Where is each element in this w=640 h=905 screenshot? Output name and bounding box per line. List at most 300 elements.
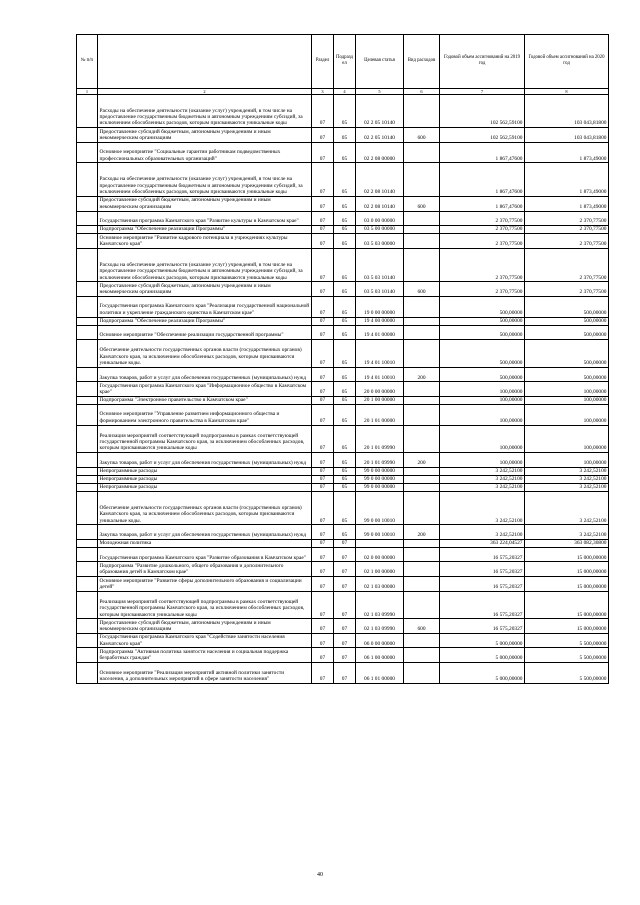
expense-type-code: 600 — [404, 128, 440, 143]
amount-2020: 2 370,77500 — [525, 226, 609, 234]
section-code: 07 — [312, 296, 334, 317]
table-row — [77, 325, 609, 340]
target-article-code: 99 0 00 00000 — [356, 483, 404, 491]
target-article-code: 02 2 08 10140 — [356, 163, 404, 197]
subsection-code: 07 — [334, 648, 356, 663]
amount-2019: 500,00000 — [440, 296, 525, 317]
header-row — [77, 35, 609, 89]
row-number — [77, 491, 98, 525]
amount-2019: 100,00000 — [440, 404, 525, 425]
subsection-code: 05 — [334, 382, 356, 397]
row-number — [77, 425, 98, 453]
section-code: 07 — [312, 483, 334, 491]
expense-type-code — [404, 142, 440, 163]
expense-type-code — [404, 425, 440, 453]
expense-type-code — [404, 325, 440, 340]
expense-name: Государственная программа Камчатского края "Информационное общество в Камчатском крае" — [98, 382, 312, 397]
column-number: 5 — [356, 88, 404, 94]
expense-name: Реализация мероприятий соответствующей подпрограммы в рамках соответствующей государственной программы Камчатского края, за исключением обособленных расходов, которым присваиваются уникальные коды — [98, 425, 312, 453]
expense-name: Непрограммные расходы — [98, 483, 312, 491]
expense-type-code — [404, 467, 440, 475]
section-code: 07 — [312, 163, 334, 197]
table-row — [77, 663, 609, 684]
amount-2019: 500,00000 — [440, 340, 525, 368]
subsection-code: 07 — [334, 562, 356, 577]
column-number: 4 — [334, 88, 356, 94]
amount-2019: 100,00000 — [440, 382, 525, 397]
amount-2019: 3 242,52100 — [440, 491, 525, 525]
section-code: 07 — [312, 226, 334, 234]
amount-2019: 2 370,77500 — [440, 248, 525, 282]
target-article-code: 02 1 00 00000 — [356, 562, 404, 577]
amount-2019: 3 242,52100 — [440, 483, 525, 491]
target-article-code: 20 1 01 09990 — [356, 453, 404, 468]
amount-2020: 363 082,30800 — [525, 539, 609, 547]
row-number — [77, 525, 98, 540]
column-number: 1 — [77, 88, 98, 94]
table-row — [77, 467, 609, 475]
table-row — [77, 382, 609, 397]
amount-2019: 1 867,47600 — [440, 163, 525, 197]
expense-type-code — [404, 248, 440, 282]
expense-type-code — [404, 633, 440, 648]
expense-name: Основное мероприятие "Обеспечение реализации государственной программы" — [98, 325, 312, 340]
header-vr: Вид расходов — [404, 35, 440, 89]
expense-name: Расходы на обеспечение деятельности (оказание услуг) учреждений, в том числе на предоставление государственным бюджетным и автономным учреждениям субсидий, за исключением обособленных расходов, которым присваиваются уникальные коды — [98, 94, 312, 128]
page-number: 40 — [317, 872, 323, 878]
target-article-code: 20 0 00 00000 — [356, 382, 404, 397]
amount-2019: 2 370,77500 — [440, 234, 525, 249]
section-code: 07 — [312, 547, 334, 562]
amount-2020: 5 500,00000 — [525, 648, 609, 663]
expense-type-code — [404, 577, 440, 592]
table-row — [77, 404, 609, 425]
amount-2019: 500,00000 — [440, 317, 525, 325]
subsection-code: 05 — [334, 491, 356, 525]
section-code: 07 — [312, 196, 334, 211]
section-code: 07 — [312, 577, 334, 592]
amount-2019: 16 575,20327 — [440, 562, 525, 577]
expense-type-code: 200 — [404, 525, 440, 540]
expense-name: Непрограммные расходы — [98, 467, 312, 475]
target-article-code: 99 0 00 10010 — [356, 491, 404, 525]
header-razdel: Раздел — [312, 35, 334, 89]
amount-2020: 15 000,00000 — [525, 591, 609, 619]
subsection-code: 05 — [334, 317, 356, 325]
amount-2019: 100,00000 — [440, 425, 525, 453]
row-number — [77, 467, 98, 475]
expense-name: Непрограммные расходы — [98, 475, 312, 483]
table-row — [77, 577, 609, 592]
target-article-code: 02 1 03 09990 — [356, 591, 404, 619]
amount-2019: 5 000,00000 — [440, 633, 525, 648]
row-number — [77, 296, 98, 317]
expense-type-code — [404, 163, 440, 197]
expense-type-code — [404, 226, 440, 234]
amount-2020: 3 242,52100 — [525, 467, 609, 475]
amount-2020: 15 000,00000 — [525, 562, 609, 577]
expense-type-code — [404, 317, 440, 325]
expense-name: Закупка товаров, работ и услуг для обеспечения государственных (муниципальных) нужд — [98, 453, 312, 468]
section-code: 07 — [312, 325, 334, 340]
target-article-code: 02 2 05 10140 — [356, 128, 404, 143]
expense-type-code: 200 — [404, 453, 440, 468]
subsection-code: 05 — [334, 211, 356, 226]
table-row — [77, 296, 609, 317]
row-number — [77, 94, 98, 128]
subsection-code: 05 — [334, 296, 356, 317]
table-row — [77, 547, 609, 562]
table-row — [77, 282, 609, 297]
expense-type-code — [404, 296, 440, 317]
section-code: 07 — [312, 211, 334, 226]
expense-name: Закупка товаров, работ и услуг для обеспечения государственных (муниципальных) нужд — [98, 367, 312, 382]
expense-name: Предоставление субсидий бюджетным, автономным учреждениям и иным некоммерческим организациям — [98, 196, 312, 211]
expense-name: Государственная программа Камчатского края "Содействие занятости населения Камчатского края" — [98, 633, 312, 648]
amount-2019: 3 242,52100 — [440, 525, 525, 540]
target-article-code: 19 4 01 10010 — [356, 367, 404, 382]
amount-2019: 5 000,00000 — [440, 663, 525, 684]
table-row — [77, 94, 609, 128]
expense-type-code — [404, 539, 440, 547]
target-article-code: 06 0 00 00000 — [356, 633, 404, 648]
amount-2019: 1 867,47600 — [440, 196, 525, 211]
amount-2019: 100,00000 — [440, 453, 525, 468]
subsection-code: 05 — [334, 163, 356, 197]
header-num: № п/п — [77, 35, 98, 89]
amount-2020: 3 242,52100 — [525, 475, 609, 483]
target-article-code: 19 4 00 00000 — [356, 317, 404, 325]
section-code: 07 — [312, 591, 334, 619]
column-number: 3 — [312, 88, 334, 94]
expense-name: Предоставление субсидий бюджетным, автономным учреждениям и иным некоммерческим организациям — [98, 282, 312, 297]
amount-2019: 363 224,04527 — [440, 539, 525, 547]
header-podrazdel: Подраздел — [334, 35, 356, 89]
table-row — [77, 648, 609, 663]
amount-2019: 2 370,77500 — [440, 226, 525, 234]
row-number — [77, 340, 98, 368]
expense-name: Основное мероприятие "Социальные гарантии работникам подведомственных профессиональных образовательных организаций" — [98, 142, 312, 163]
amount-2019: 16 575,20327 — [440, 619, 525, 634]
amount-2019: 16 575,20327 — [440, 547, 525, 562]
section-code: 07 — [312, 663, 334, 684]
row-number — [77, 317, 98, 325]
expense-type-code — [404, 211, 440, 226]
row-number — [77, 547, 98, 562]
section-code: 07 — [312, 425, 334, 453]
subsection-code: 05 — [334, 94, 356, 128]
row-number — [77, 562, 98, 577]
expense-name: Закупка товаров, работ и услуг для обеспечения государственных (муниципальных) нужд — [98, 525, 312, 540]
table-row — [77, 619, 609, 634]
amount-2019: 102 562,59100 — [440, 128, 525, 143]
subsection-code: 05 — [334, 425, 356, 453]
amount-2019: 3 242,52100 — [440, 467, 525, 475]
budget-sheet — [76, 34, 608, 684]
table-row — [77, 367, 609, 382]
amount-2019: 100,00000 — [440, 396, 525, 404]
amount-2020: 103 043,81800 — [525, 128, 609, 143]
expense-type-code — [404, 234, 440, 249]
expense-name: Предоставление субсидий бюджетным, автономным учреждениям и иным некоммерческим организациям — [98, 128, 312, 143]
expense-type-code — [404, 562, 440, 577]
expense-type-code — [404, 404, 440, 425]
row-number — [77, 539, 98, 547]
section-code: 07 — [312, 404, 334, 425]
expense-name: Подпрограмма "Обеспечение реализации Программы" — [98, 226, 312, 234]
amount-2020: 500,00000 — [525, 325, 609, 340]
subsection-code: 05 — [334, 226, 356, 234]
expense-name: Обеспечение деятельности государственных органов власти (государственных органов) Камчатского края, за исключением обособленных расходов, которым присваиваются уникальные коды. — [98, 340, 312, 368]
section-code: 07 — [312, 248, 334, 282]
expense-name: Государственная программа Камчатского края "Развитие образования в Камчатском крае" — [98, 547, 312, 562]
amount-2019: 102 562,59100 — [440, 94, 525, 128]
amount-2020: 2 370,77500 — [525, 234, 609, 249]
amount-2020: 3 242,52100 — [525, 491, 609, 525]
table-row — [77, 196, 609, 211]
subsection-code: 05 — [334, 196, 356, 211]
expense-name: Обеспечение деятельности государственных органов власти (государственных органов) Камчатского края, за исключением обособленных расходов, которым присваиваются уникальные коды. — [98, 491, 312, 525]
table-row — [77, 425, 609, 453]
expense-type-code — [404, 382, 440, 397]
table-row — [77, 491, 609, 525]
column-number: 7 — [440, 88, 525, 94]
table-row — [77, 396, 609, 404]
header-csr: Целевая статья — [356, 35, 404, 89]
row-number — [77, 663, 98, 684]
expense-type-code: 600 — [404, 619, 440, 634]
amount-2019: 500,00000 — [440, 367, 525, 382]
section-code: 07 — [312, 648, 334, 663]
row-number — [77, 234, 98, 249]
expense-name: Расходы на обеспечение деятельности (оказание услуг) учреждений, в том числе на предоставление государственным бюджетным и автономным учреждениям субсидий, за исключением обособленных расходов, которым присваиваются уникальные коды — [98, 163, 312, 197]
table-row — [77, 226, 609, 234]
subsection-code: 05 — [334, 483, 356, 491]
expense-type-code — [404, 547, 440, 562]
amount-2020: 500,00000 — [525, 340, 609, 368]
subsection-code: 05 — [334, 404, 356, 425]
section-code: 07 — [312, 367, 334, 382]
amount-2020: 100,00000 — [525, 382, 609, 397]
row-number — [77, 248, 98, 282]
target-article-code: 19 0 00 00000 — [356, 296, 404, 317]
row-number — [77, 619, 98, 634]
section-code: 07 — [312, 396, 334, 404]
amount-2019: 2 370,77500 — [440, 282, 525, 297]
target-article-code: 99 0 00 10010 — [356, 525, 404, 540]
amount-2020: 103 043,81800 — [525, 94, 609, 128]
table-row — [77, 248, 609, 282]
target-article-code: 03 5 03 00000 — [356, 234, 404, 249]
subsection-code: 07 — [334, 619, 356, 634]
section-code: 07 — [312, 467, 334, 475]
table-row — [77, 591, 609, 619]
target-article-code: 03 5 00 00000 — [356, 226, 404, 234]
amount-2020: 100,00000 — [525, 396, 609, 404]
row-number — [77, 142, 98, 163]
amount-2020: 15 000,00000 — [525, 619, 609, 634]
expense-name: Предоставление субсидий бюджетным, автономным учреждениям и иным некоммерческим организациям — [98, 619, 312, 634]
row-number — [77, 591, 98, 619]
column-number: 6 — [404, 88, 440, 94]
expense-name: Подпрограмма "Развитие дошкольного, общего образования и дополнительного образования детей в Камчатском крае" — [98, 562, 312, 577]
expense-type-code — [404, 491, 440, 525]
subsection-code: 05 — [334, 142, 356, 163]
amount-2020: 2 370,77500 — [525, 248, 609, 282]
row-number — [77, 325, 98, 340]
header-2019: Годовой объем ассигнований на 2019 год — [440, 35, 525, 89]
section-code: 07 — [312, 317, 334, 325]
column-number: 2 — [98, 88, 312, 94]
expense-name: Расходы на обеспечение деятельности (оказание услуг) учреждений, в том числе на предоставление государственным бюджетным и автономным учреждениям субсидий, за исключением обособленных расходов, которым присваиваются уникальные коды — [98, 248, 312, 282]
row-number — [77, 382, 98, 397]
target-article-code: 19 4 01 10010 — [356, 340, 404, 368]
subsection-code: 05 — [334, 234, 356, 249]
amount-2020: 500,00000 — [525, 367, 609, 382]
row-number — [77, 633, 98, 648]
target-article-code: 20 1 01 09990 — [356, 425, 404, 453]
section-code: 07 — [312, 128, 334, 143]
target-article-code: 06 1 01 00000 — [356, 663, 404, 684]
row-number — [77, 475, 98, 483]
section-code: 07 — [312, 382, 334, 397]
amount-2019: 1 867,47600 — [440, 142, 525, 163]
section-code: 07 — [312, 340, 334, 368]
expense-name: Государственная программа Камчатского края "Развитие культуры в Камчатском крае" — [98, 211, 312, 226]
expense-name: Основное мероприятие "Развитие сферы дополнительного образования и социализации детей" — [98, 577, 312, 592]
amount-2020: 100,00000 — [525, 425, 609, 453]
table-row — [77, 317, 609, 325]
section-code: 07 — [312, 234, 334, 249]
target-article-code: 03 0 00 00000 — [356, 211, 404, 226]
expense-name: Государственная программа Камчатского края "Реализация государственной национальной политики и укрепление гражданского единства в Камчатском крае" — [98, 296, 312, 317]
amount-2020: 3 242,52100 — [525, 483, 609, 491]
amount-2020: 100,00000 — [525, 453, 609, 468]
table-row — [77, 340, 609, 368]
subsection-code: 05 — [334, 396, 356, 404]
expense-type-code — [404, 483, 440, 491]
target-article-code: 03 5 03 10140 — [356, 282, 404, 297]
target-article-code: 02 1 03 09990 — [356, 619, 404, 634]
expense-type-code: 200 — [404, 367, 440, 382]
row-number — [77, 163, 98, 197]
amount-2020: 15 000,00000 — [525, 577, 609, 592]
amount-2020: 100,00000 — [525, 404, 609, 425]
amount-2019: 500,00000 — [440, 325, 525, 340]
row-number — [77, 396, 98, 404]
row-number — [77, 483, 98, 491]
table-row — [77, 142, 609, 163]
row-number — [77, 577, 98, 592]
expense-type-code — [404, 591, 440, 619]
target-article-code: 02 2 08 00000 — [356, 142, 404, 163]
expense-name: Основное мероприятие "Развитие кадрового потенциала в учреждениях культуры Камчатского края" — [98, 234, 312, 249]
row-number — [77, 367, 98, 382]
subsection-code: 05 — [334, 128, 356, 143]
expense-name: Реализация мероприятий соответствующей подпрограммы в рамках соответствующей государственной программы Камчатского края, за исключением обособленных расходов, которым присваиваются уникальные коды — [98, 591, 312, 619]
amount-2020: 500,00000 — [525, 296, 609, 317]
expense-name: Основное мероприятие "Управление развитием информационного общества и формированием электронного правительства в Камчатском крае" — [98, 404, 312, 425]
subsection-code: 05 — [334, 282, 356, 297]
table-row — [77, 234, 609, 249]
amount-2020: 1 873,49000 — [525, 163, 609, 197]
amount-2019: 5 000,00000 — [440, 648, 525, 663]
row-number — [77, 282, 98, 297]
expense-type-code: 600 — [404, 282, 440, 297]
section-code: 07 — [312, 619, 334, 634]
target-article-code: 02 0 00 00000 — [356, 547, 404, 562]
row-number — [77, 226, 98, 234]
amount-2019: 2 370,77500 — [440, 211, 525, 226]
target-article-code: 20 1 00 00000 — [356, 396, 404, 404]
expense-name: Подпрограмма "Активная политика занятости населения и социальная поддержка безработных граждан" — [98, 648, 312, 663]
row-number — [77, 404, 98, 425]
column-number: 8 — [525, 88, 609, 94]
amount-2020: 500,00000 — [525, 317, 609, 325]
table-row — [77, 475, 609, 483]
table-row — [77, 539, 609, 547]
target-article-code: 02 2 08 10140 — [356, 196, 404, 211]
expense-name: Молодежная политика — [98, 539, 312, 547]
amount-2020: 2 370,77500 — [525, 211, 609, 226]
section-code: 07 — [312, 525, 334, 540]
subsection-code: 07 — [334, 547, 356, 562]
amount-2020: 15 000,00000 — [525, 547, 609, 562]
target-article-code: 06 1 00 00000 — [356, 648, 404, 663]
expense-name: Подпрограмма "Электронное правительство в Камчатском крае" — [98, 396, 312, 404]
row-number — [77, 211, 98, 226]
table-row — [77, 453, 609, 468]
expense-type-code — [404, 663, 440, 684]
subsection-code: 07 — [334, 633, 356, 648]
section-code: 07 — [312, 142, 334, 163]
table-row — [77, 163, 609, 197]
target-article-code — [356, 539, 404, 547]
header-2020: Годовой объем ассигнований на 2020 год — [525, 35, 609, 89]
section-code: 07 — [312, 475, 334, 483]
expense-type-code — [404, 475, 440, 483]
table-row — [77, 525, 609, 540]
subsection-code: 07 — [334, 663, 356, 684]
table-row — [77, 211, 609, 226]
expense-type-code — [404, 94, 440, 128]
amount-2020: 3 242,52100 — [525, 525, 609, 540]
subsection-code: 05 — [334, 325, 356, 340]
table-row — [77, 562, 609, 577]
budget-table — [76, 34, 609, 684]
target-article-code: 20 1 01 00000 — [356, 404, 404, 425]
expense-type-code: 600 — [404, 196, 440, 211]
section-code: 07 — [312, 491, 334, 525]
amount-2020: 5 500,00000 — [525, 663, 609, 684]
subsection-code: 05 — [334, 367, 356, 382]
row-number — [77, 196, 98, 211]
section-code: 07 — [312, 282, 334, 297]
target-article-code: 19 4 01 00000 — [356, 325, 404, 340]
amount-2020: 2 370,77500 — [525, 282, 609, 297]
section-code: 07 — [312, 562, 334, 577]
target-article-code: 02 2 05 10140 — [356, 94, 404, 128]
subsection-code: 05 — [334, 467, 356, 475]
section-code: 07 — [312, 539, 334, 547]
subsection-code: 05 — [334, 340, 356, 368]
amount-2020: 1 873,49000 — [525, 142, 609, 163]
amount-2020: 1 873,49000 — [525, 196, 609, 211]
subsection-code: 07 — [334, 591, 356, 619]
section-code: 07 — [312, 94, 334, 128]
target-article-code: 99 0 00 00000 — [356, 475, 404, 483]
amount-2020: 5 500,00000 — [525, 633, 609, 648]
